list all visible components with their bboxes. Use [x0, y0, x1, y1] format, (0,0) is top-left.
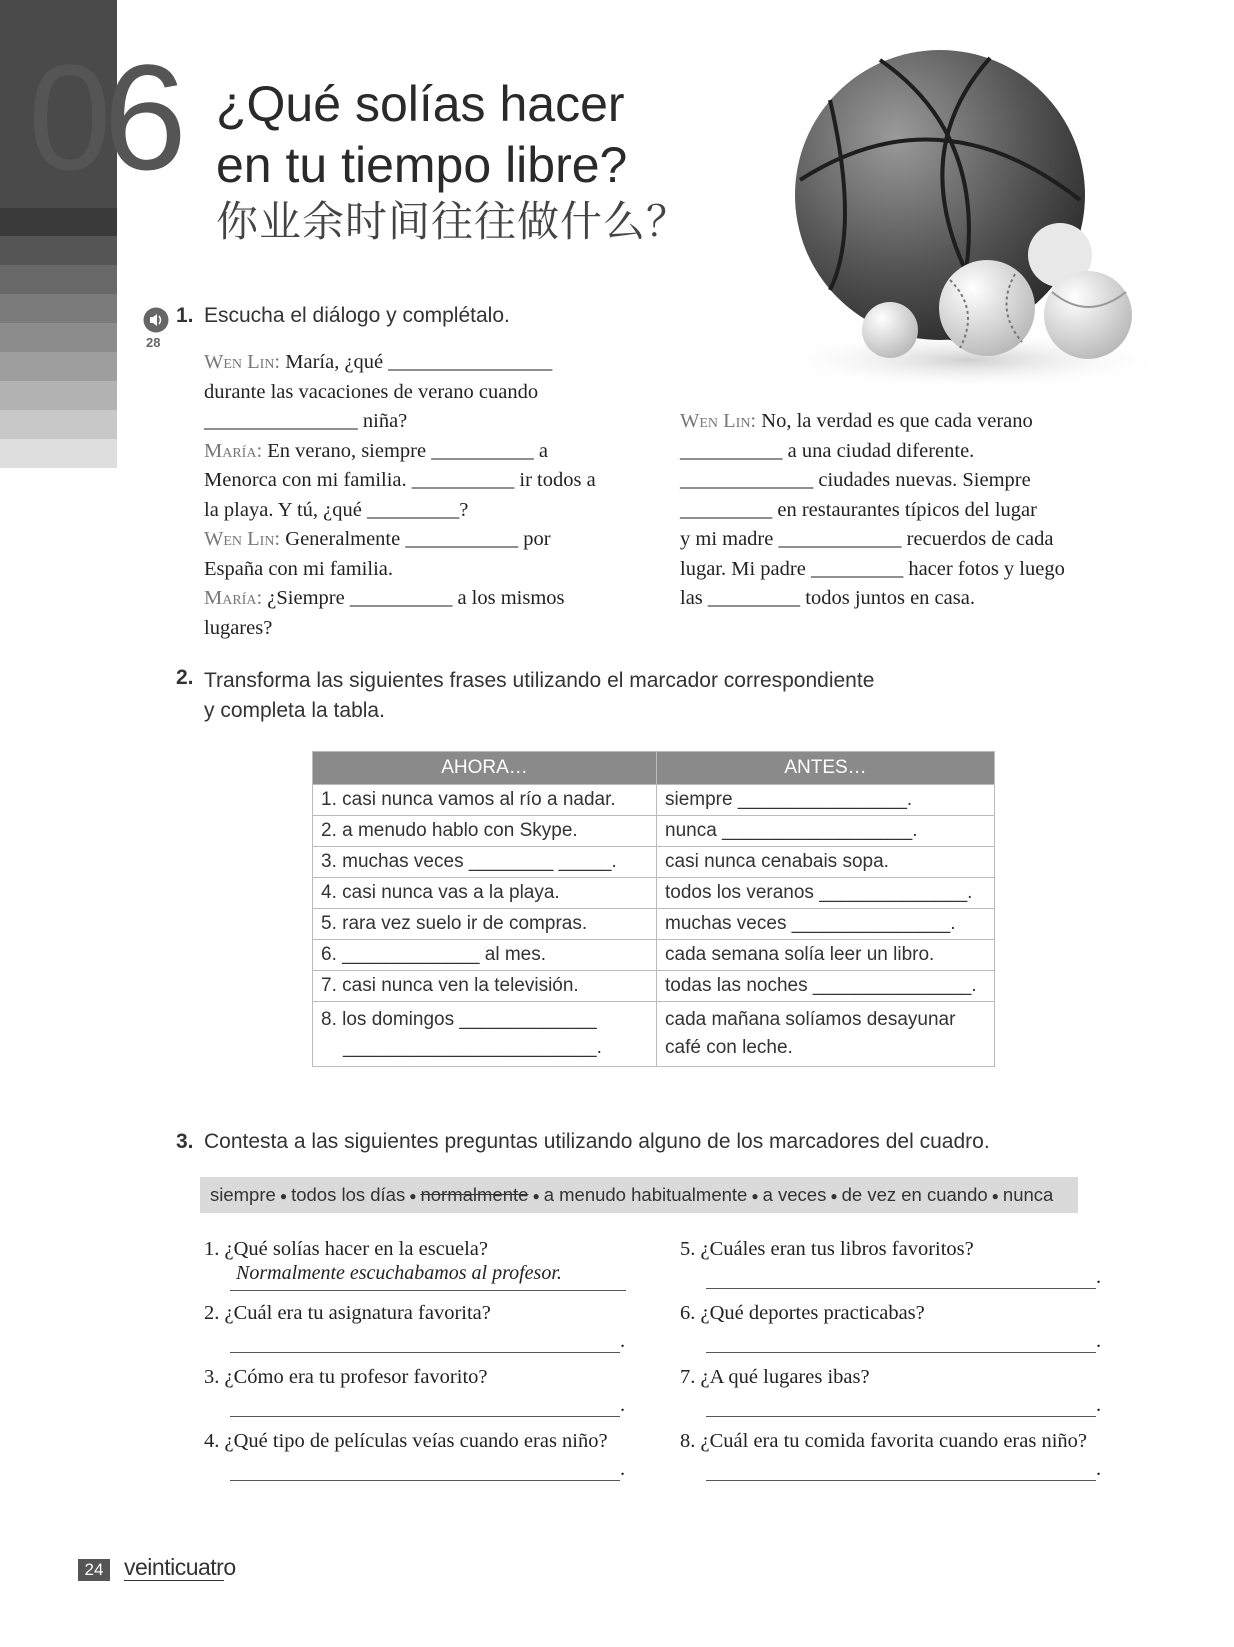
page-number: 24: [78, 1559, 110, 1581]
basketball-icon: [795, 50, 1085, 340]
answer-line-8[interactable]: [706, 1454, 1096, 1481]
table-row: 6. _____________ al mes. cada semana solía leer un libro.: [313, 940, 995, 971]
table-row: 1. casi nunca vamos al río a nadar. siempre ________________.: [313, 785, 995, 816]
golf-ball-icon: [862, 302, 918, 358]
table-header-before: ANTES…: [657, 752, 995, 785]
dialogue-line: y mi madre ____________ recuerdos de cada: [680, 528, 1054, 550]
footer-underline: [124, 1580, 224, 1581]
answer-line-3[interactable]: [230, 1390, 620, 1417]
table-row: 5. rara vez suelo ir de compras. muchas veces _______________.: [313, 909, 995, 940]
question-6: 6. ¿Qué deportes practicabas?: [680, 1302, 925, 1324]
audio-track-number: 28: [146, 335, 161, 350]
markers-box: siempre ● todos los días ● normalmente ● a menudo habitualmente ● a veces ● de vez en cuando ● nunca: [200, 1177, 1078, 1213]
dialogue-line: Wen Lin: María, ¿qué ________________: [204, 351, 553, 373]
table-row: 2. a menudo hablo con Skype. nunca __________________.: [313, 816, 995, 847]
page-number-word: veinticuatro: [124, 1554, 236, 1580]
dialogue-line: _________ en restaurantes típicos del lugar: [680, 498, 1037, 521]
answer-line-2[interactable]: [230, 1326, 620, 1353]
question-8: 8. ¿Cuál era tu comida favorita cuando eras niño?: [680, 1430, 1087, 1452]
dialogue-line: Wen Lin: Generalmente ___________ por: [204, 528, 551, 550]
exercise3-instruction: Contesta a las siguientes preguntas utilizando alguno de los marcadores del cuadro.: [204, 1130, 990, 1153]
chapter-number: 06: [28, 33, 179, 201]
dialogue-line: España con mi familia.: [204, 557, 393, 580]
dialogue-line: la playa. Y tú, ¿qué _________?: [204, 498, 469, 521]
table-row: 8. los domingos _____________ ________________________. cada mañana solíamos desayunar café con leche.: [313, 1002, 995, 1067]
dialogue-column-1: [204, 348, 644, 643]
question-5: 5. ¿Cuáles eran tus libros favoritos?: [680, 1238, 974, 1260]
chapter-title-line2: en tu tiempo libre?: [216, 137, 628, 193]
dialogue-line: __________ a una ciudad diferente.: [680, 439, 975, 462]
dialogue-line: María: ¿Siempre __________ a los mismos: [204, 587, 565, 609]
dialogue-line: María: En verano, siempre __________ a: [204, 439, 548, 462]
audio-speaker-icon[interactable]: [143, 307, 169, 333]
dialogue-line: lugar. Mi padre _________ hacer fotos y luego: [680, 557, 1065, 580]
example-answer: Normalmente escuchabamos al profesor.: [236, 1262, 562, 1284]
question-4: 4. ¿Qué tipo de películas veías cuando eras niño?: [204, 1430, 608, 1452]
exercise1-number: 1.: [176, 304, 194, 327]
table-row: 4. casi nunca vas a la playa. todos los veranos ______________.: [313, 878, 995, 909]
chapter-title-line1: ¿Qué solías hacer: [216, 76, 625, 132]
question-1: 1. ¿Qué solías hacer en la escuela?: [204, 1238, 489, 1260]
dialogue-line: Menorca con mi familia. __________ ir todos a: [204, 469, 596, 491]
answer-line-5[interactable]: [706, 1262, 1096, 1289]
dialogue-column-2: [680, 407, 1120, 614]
sports-balls-image: [770, 30, 1170, 390]
dialogue-line: _______________ niña?: [204, 410, 408, 432]
exercise2-number: 2.: [176, 666, 194, 689]
dialogue-line: las _________ todos juntos en casa.: [680, 587, 975, 609]
answer-line-7[interactable]: [706, 1390, 1096, 1417]
answer-line-4[interactable]: [230, 1454, 620, 1481]
answer-line-6[interactable]: [706, 1326, 1096, 1353]
table-header-now: AHORA…: [313, 752, 657, 785]
dialogue-line: lugares?: [204, 616, 273, 639]
dialogue-line: _____________ ciudades nuevas. Siempre: [680, 469, 1031, 491]
tennis-ball-icon: [1044, 271, 1132, 359]
transform-table: [312, 751, 995, 1067]
question-3: 3. ¿Cómo era tu profesor favorito?: [204, 1366, 488, 1388]
dialogue-line: durante las vacaciones de verano cuando: [204, 380, 539, 403]
question-7: 7. ¿A qué lugares ibas?: [680, 1366, 870, 1388]
dialogue-line: Wen Lin: No, la verdad es que cada verano: [680, 410, 1033, 432]
chapter-title-chinese: 你业余时间往往做什么？: [216, 197, 690, 246]
exercise1-instruction: Escucha el diálogo y complétalo.: [204, 304, 510, 327]
answer-line-1[interactable]: [230, 1262, 626, 1291]
question-2: 2. ¿Cuál era tu asignatura favorita?: [204, 1302, 491, 1324]
exercise3-number: 3.: [176, 1130, 194, 1153]
exercise2-instruction: Transforma las siguientes frases utilizando el marcador correspondiente y completa la tabla.: [204, 669, 875, 722]
table-row: 3. muchas veces ________ _____. casi nunca cenabais sopa.: [313, 847, 995, 878]
table-row: 7. casi nunca ven la televisión. todas las noches _______________.: [313, 971, 995, 1002]
